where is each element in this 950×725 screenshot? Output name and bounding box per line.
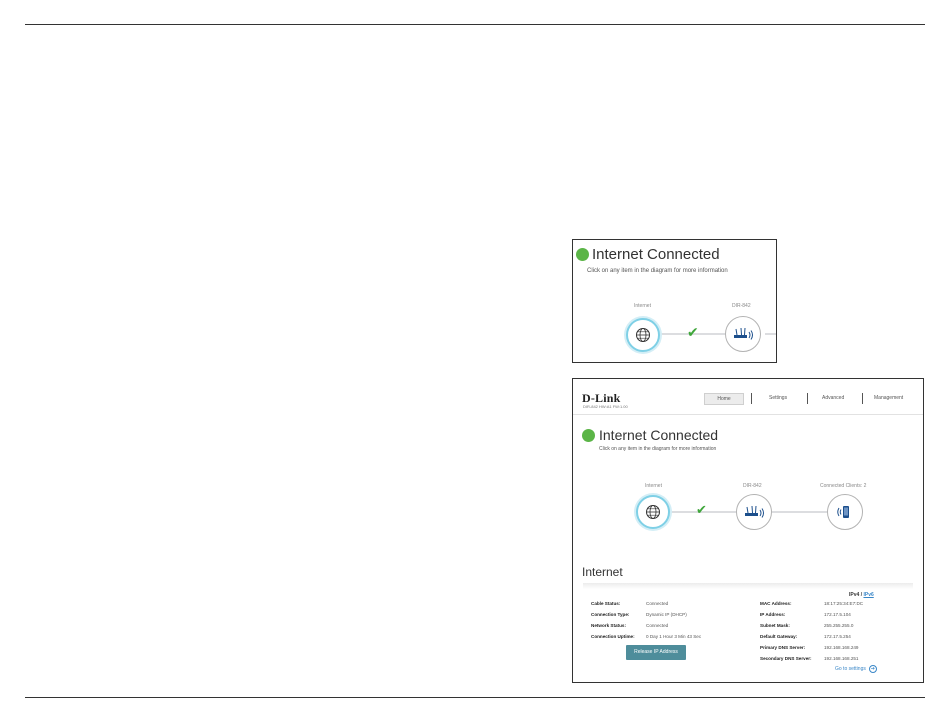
diagram-internet-label: Internet	[645, 483, 662, 489]
detail-key: Connection Uptime:	[591, 634, 635, 639]
ip-version-toggle	[849, 592, 874, 598]
detail-row	[591, 623, 669, 628]
nav-separator	[807, 393, 808, 404]
section-divider	[583, 583, 913, 589]
detail-row	[760, 656, 859, 661]
detail-key: IP Address:	[760, 612, 786, 617]
detail-key: Network Status:	[591, 623, 626, 628]
detail-value: 192.168.168.249	[824, 645, 859, 650]
arrow-right-circle-icon: ➔	[870, 666, 875, 672]
status-heading	[582, 427, 718, 443]
crop-connection-line-right	[765, 333, 777, 335]
router-home-screenshot	[572, 378, 924, 683]
detail-value: 255.255.255.0	[824, 623, 854, 628]
ip-toggle-separator: /	[860, 592, 863, 598]
detail-key: Secondary DNS Server:	[760, 656, 812, 661]
page-bottom-rule	[25, 697, 925, 698]
detail-value: 172.17.5.254	[824, 634, 851, 639]
detail-value: 172.17.5.104	[824, 612, 851, 617]
zoomed-status-panel	[572, 239, 777, 363]
crop-subtitle: Click on any item in the diagram for more information	[587, 268, 728, 274]
model-info: DIR-842 HW:A1 FW:1.00	[583, 404, 628, 409]
detail-key: Cable Status:	[591, 601, 621, 606]
crop-internet-label: Internet	[634, 303, 651, 309]
nav-separator	[751, 393, 752, 404]
diagram-router-label: DIR-842	[743, 483, 762, 489]
detail-key: Primary DNS Server:	[760, 645, 806, 650]
detail-row	[760, 634, 851, 639]
detail-value: 0 Day 1 Hour 3 Min 43 Sec	[646, 634, 702, 639]
detail-row	[760, 612, 851, 617]
router-icon	[743, 505, 765, 519]
status-title: Internet Connected	[599, 427, 719, 443]
diagram-clients-label: Connected Clients: 2	[820, 483, 867, 489]
nav-settings-tab[interactable]: Settings	[769, 395, 788, 401]
detail-value: Connected	[646, 601, 669, 606]
status-dot-icon	[576, 248, 589, 261]
router-icon	[732, 327, 754, 341]
top-navigation-bar	[573, 379, 923, 415]
nav-management-tab[interactable]: Management	[874, 395, 904, 401]
crop-status-title: Internet Connected	[592, 246, 720, 263]
detail-row	[591, 612, 687, 617]
detail-key: MAC Address:	[760, 601, 792, 606]
ipv4-tab[interactable]: IPv4	[849, 592, 860, 598]
status-dot-icon	[582, 429, 595, 442]
detail-row	[591, 601, 669, 606]
diagram-router-node[interactable]	[736, 494, 772, 530]
go-to-settings-link[interactable]	[835, 665, 877, 673]
go-to-settings-label: Go to settings	[835, 666, 866, 672]
diagram-line-router-clients	[772, 511, 827, 513]
ipv6-tab[interactable]: IPv6	[863, 592, 874, 598]
internet-section-title: Internet	[582, 565, 623, 579]
detail-key: Connection Type:	[591, 612, 630, 617]
detail-value: 192.168.168.251	[824, 656, 859, 661]
crop-router-node[interactable]	[725, 316, 761, 352]
connected-check-icon: ✔	[696, 502, 707, 517]
detail-row	[760, 645, 859, 650]
diagram-clients-node[interactable]	[827, 494, 863, 530]
crop-internet-node[interactable]	[626, 318, 660, 352]
crop-status-heading	[576, 246, 720, 263]
detail-value: Dynamic IP (DHCP)	[646, 612, 687, 617]
detail-row	[591, 634, 702, 639]
detail-row	[760, 601, 864, 606]
wireless-device-icon	[834, 504, 856, 520]
nav-home-tab[interactable]: Home	[704, 393, 744, 405]
status-subtitle: Click on any item in the diagram for more information	[599, 446, 717, 452]
dlink-logo: D-Link	[582, 391, 621, 405]
globe-icon	[645, 504, 661, 520]
nav-separator	[862, 393, 863, 404]
detail-row	[760, 623, 854, 628]
detail-value: 18:17:25:34:E7:DC	[824, 601, 864, 606]
page-top-rule	[25, 24, 925, 25]
globe-icon	[635, 327, 651, 343]
detail-key: Default Gateway:	[760, 634, 798, 639]
diagram-internet-node[interactable]	[636, 495, 670, 529]
detail-value: Connected	[646, 623, 669, 628]
nav-advanced-tab[interactable]: Advanced	[822, 395, 845, 401]
detail-key: Subnet Mask:	[760, 623, 790, 628]
crop-router-label: DIR-842	[732, 303, 751, 309]
release-ip-address-button[interactable]: Release IP Address	[626, 645, 686, 660]
crop-check-icon: ✔	[687, 324, 699, 340]
